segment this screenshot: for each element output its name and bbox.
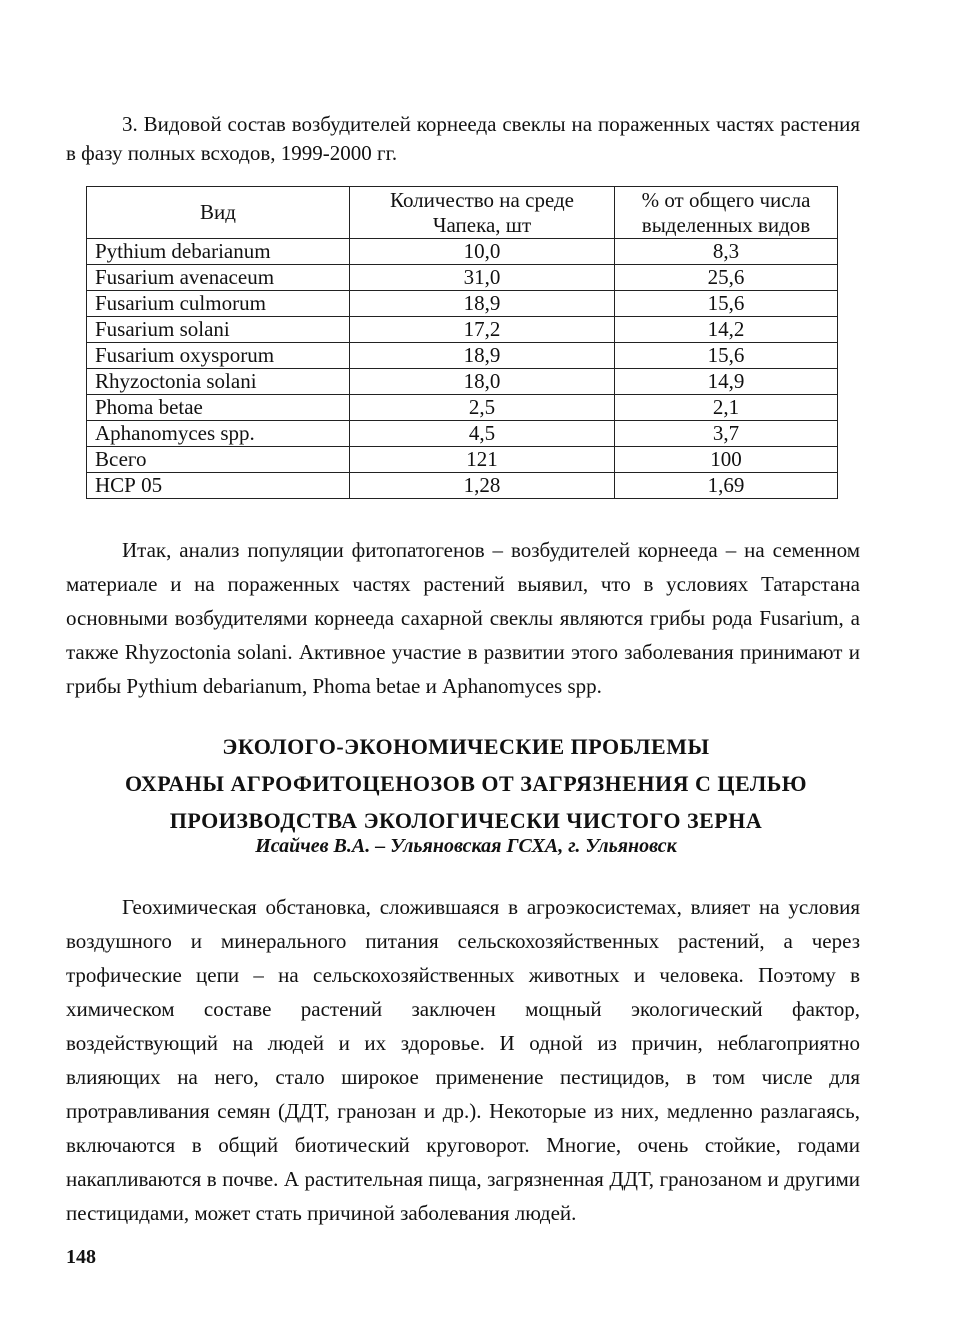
cell-species: Fusarium avenaceum	[87, 265, 350, 291]
table-row	[87, 343, 838, 369]
cell-species: Phoma betae	[87, 395, 350, 421]
table-row	[87, 369, 838, 395]
cell-species: Всего	[87, 447, 350, 473]
cell-count: 1,28	[350, 473, 615, 499]
cell-count: 17,2	[350, 317, 615, 343]
cell-percent: 2,1	[615, 395, 838, 421]
cell-percent: 100	[615, 447, 838, 473]
cell-percent: 14,9	[615, 369, 838, 395]
cell-species: НСР 05	[87, 473, 350, 499]
cell-species: Fusarium culmorum	[87, 291, 350, 317]
table-header-row	[87, 187, 838, 239]
cell-species: Rhyzoctonia solani	[87, 369, 350, 395]
table-row	[87, 291, 838, 317]
title-line-1: ЭКОЛОГО-ЭКОНОМИЧЕСКИЕ ПРОБЛЕМЫ	[222, 734, 710, 759]
header-percent: % от общего числа выделенных видов	[615, 187, 838, 239]
cell-species: Pythium debarianum	[87, 239, 350, 265]
title-line-3: ПРОИЗВОДСТВА ЭКОЛОГИЧЕСКИ ЧИСТОГО ЗЕРНА	[169, 808, 763, 833]
cell-count: 18,0	[350, 369, 615, 395]
header-species: Вид	[87, 187, 350, 239]
table-row	[87, 395, 838, 421]
cell-species: Aphanomyces spp.	[87, 421, 350, 447]
header-count: Количество на среде Чапека, шт	[350, 187, 615, 239]
body-paragraph: Геохимическая обстановка, сложившаяся в агроэкосистемах, влияет на условия воздушного и минерального питания сельскохозяйственных растений, а через трофические цепи – на сельскохозяйственных животных и человека. Поэтому в химическом составе растений заключен мощный экологический фактор, воздействующий на людей и их здоровье. И одной из причин, неблагоприятно влияющих на него, стало широкое применение пестицидов, в том числе для протравливания семян (ДДТ, гранозан и др.). Некоторые из них, медленно разлагаясь, включаются в общий биотический круговорот. Многие, очень стойкие, годами накапливаются в почве. А растительная пища, загрязненная ДДТ, гранозаном и другими пестицидами, может стать причиной заболевания людей.	[66, 895, 860, 1225]
table-row-total	[87, 447, 838, 473]
cell-count: 121	[350, 447, 615, 473]
author-byline: Исайчев В.А. – Ульяновская ГСХА, г. Ульяновск	[255, 835, 677, 857]
cell-percent: 15,6	[615, 343, 838, 369]
species-table	[86, 186, 838, 499]
table-row-lsd	[87, 473, 838, 499]
table-row	[87, 239, 838, 265]
table-caption: 3. Видовой состав возбудителей корнееда свеклы на пораженных частях растения в фазу полных всходов, 1999-2000 гг.	[66, 112, 860, 165]
cell-percent: 15,6	[615, 291, 838, 317]
cell-percent: 3,7	[615, 421, 838, 447]
cell-percent: 25,6	[615, 265, 838, 291]
title-line-2: ОХРАНЫ АГРОФИТОЦЕНОЗОВ ОТ ЗАГРЯЗНЕНИЯ С ЦЕЛЬЮ	[124, 771, 808, 796]
cell-species: Fusarium oxysporum	[87, 343, 350, 369]
table-row	[87, 265, 838, 291]
table-row	[87, 421, 838, 447]
conclusion-paragraph: Итак, анализ популяции фитопатогенов – возбудителей корнееда – на семенном материале и на пораженных частях растений выявил, что в условиях Татарстана основными возбудителями корнееда сахарной свеклы являются грибы рода Fusarium, а также Rhyzoctonia solani. Активное участие в развитии этого заболевания принимают и грибы Pythium debarianum, Phoma betae и Aphanomyces spp.	[66, 538, 860, 698]
cell-percent: 8,3	[615, 239, 838, 265]
article-title	[66, 728, 866, 839]
page-number: 148	[66, 1246, 96, 1268]
cell-count: 2,5	[350, 395, 615, 421]
cell-percent: 14,2	[615, 317, 838, 343]
cell-count: 18,9	[350, 343, 615, 369]
cell-count: 31,0	[350, 265, 615, 291]
cell-percent: 1,69	[615, 473, 838, 499]
cell-count: 10,0	[350, 239, 615, 265]
table-row	[87, 317, 838, 343]
cell-count: 18,9	[350, 291, 615, 317]
cell-count: 4,5	[350, 421, 615, 447]
cell-species: Fusarium solani	[87, 317, 350, 343]
